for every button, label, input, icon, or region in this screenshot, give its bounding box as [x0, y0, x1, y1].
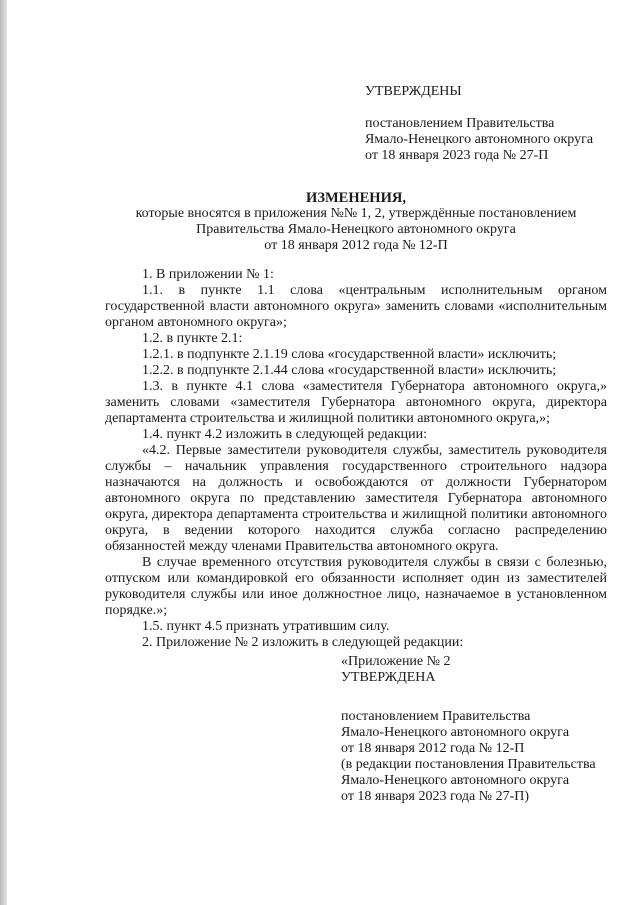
paragraph-quote-temporary-absence: В случае временного отсутствия руководителя службы в связи с болезнью, отпуском или командировкой его обязанности исполняет один из заместителей руководителя службы или иное должностное лицо, назначаемое в установленном порядке.»; — [105, 555, 607, 618]
appendix-number: «Приложение № 2 — [341, 654, 451, 669]
appendix-header-block — [341, 654, 611, 805]
paragraph-quote-4-2: «4.2. Первые заместители руководителя службы, заместитель руководителя службы – начальник управления государственного строительного надзора назначаются на должность и освобождаются от должности Губернатором автономного округа по представлению заместителя Губернатора автономного округа, директора департамента строительства и жилищной политики автономного округа, в ведении которого находится служба согласно распределению обязанностей между членами Правительства автономного округа. — [105, 443, 607, 554]
document-title-block — [105, 190, 607, 254]
approval-stamp-block — [365, 84, 615, 164]
paragraph-item-1-2-1: 1.2.1. в подпункте 2.1.19 слова «государственной власти» исключить; — [142, 347, 557, 362]
paragraph-item-1-1: 1.1. в пункте 1.1 слова «центральным исполнительным органом государственной власти автономного округа» заменить словами «исполнительным органом автономного округа»; — [105, 283, 607, 330]
paragraph-item-2: 2. Приложение № 2 изложить в следующей редакции: — [142, 635, 464, 650]
paragraph-item-1-3: 1.3. в пункте 4.1 слова «заместителя Губернатора автономного округа,» заменить словами «заместителя Губернатора автономного округа, директора департамента строительства и жилищной политики автономного округа,»; — [105, 379, 607, 426]
paragraph-item-1-2: 1.2. в пункте 2.1: — [142, 331, 243, 346]
appendix-line: от 18 января 2023 года № 27-П) — [341, 789, 530, 804]
approved-line: постановлением Правительства — [365, 116, 555, 131]
document-subtitle-line: Правительства Ямало-Ненецкого автономного округа — [196, 222, 516, 237]
appendix-line: постановлением Правительства — [341, 709, 531, 724]
document-title: ИЗМЕНЕНИЯ, — [306, 190, 406, 206]
appendix-line: (в редакции постановления Правительства — [341, 757, 596, 772]
paragraph-item-1-5: 1.5. пункт 4.5 признать утратившим силу. — [142, 619, 390, 634]
approved-line: Ямало-Ненецкого автономного округа — [365, 132, 594, 147]
document-subtitle-line: которые вносятся в приложения №№ 1, 2, утверждённые постановлением — [135, 206, 577, 221]
approved-line: от 18 января 2023 года № 27-П — [365, 148, 549, 163]
paragraph-item-1-2-2: 1.2.2. в подпункте 2.1.44 слова «государственной власти» исключить; — [142, 363, 557, 378]
paragraph-item-1: 1. В приложении № 1: — [142, 267, 274, 282]
approved-heading: УТВЕРЖДЕНЫ — [365, 84, 462, 99]
appendix-line: Ямало-Ненецкого автономного округа — [341, 773, 570, 788]
document-page — [105, 0, 607, 905]
appendix-line: от 18 января 2012 года № 12-П — [341, 741, 525, 756]
document-subtitle-line: от 18 января 2012 года № 12-П — [264, 238, 448, 253]
paragraph-item-1-4: 1.4. пункт 4.2 изложить в следующей редакции: — [142, 427, 427, 442]
appendix-line: Ямало-Ненецкого автономного округа — [341, 725, 570, 740]
document-body — [105, 267, 607, 651]
appendix-approved: УТВЕРЖДЕНА — [341, 670, 436, 685]
page-edge-shadow — [0, 0, 7, 905]
